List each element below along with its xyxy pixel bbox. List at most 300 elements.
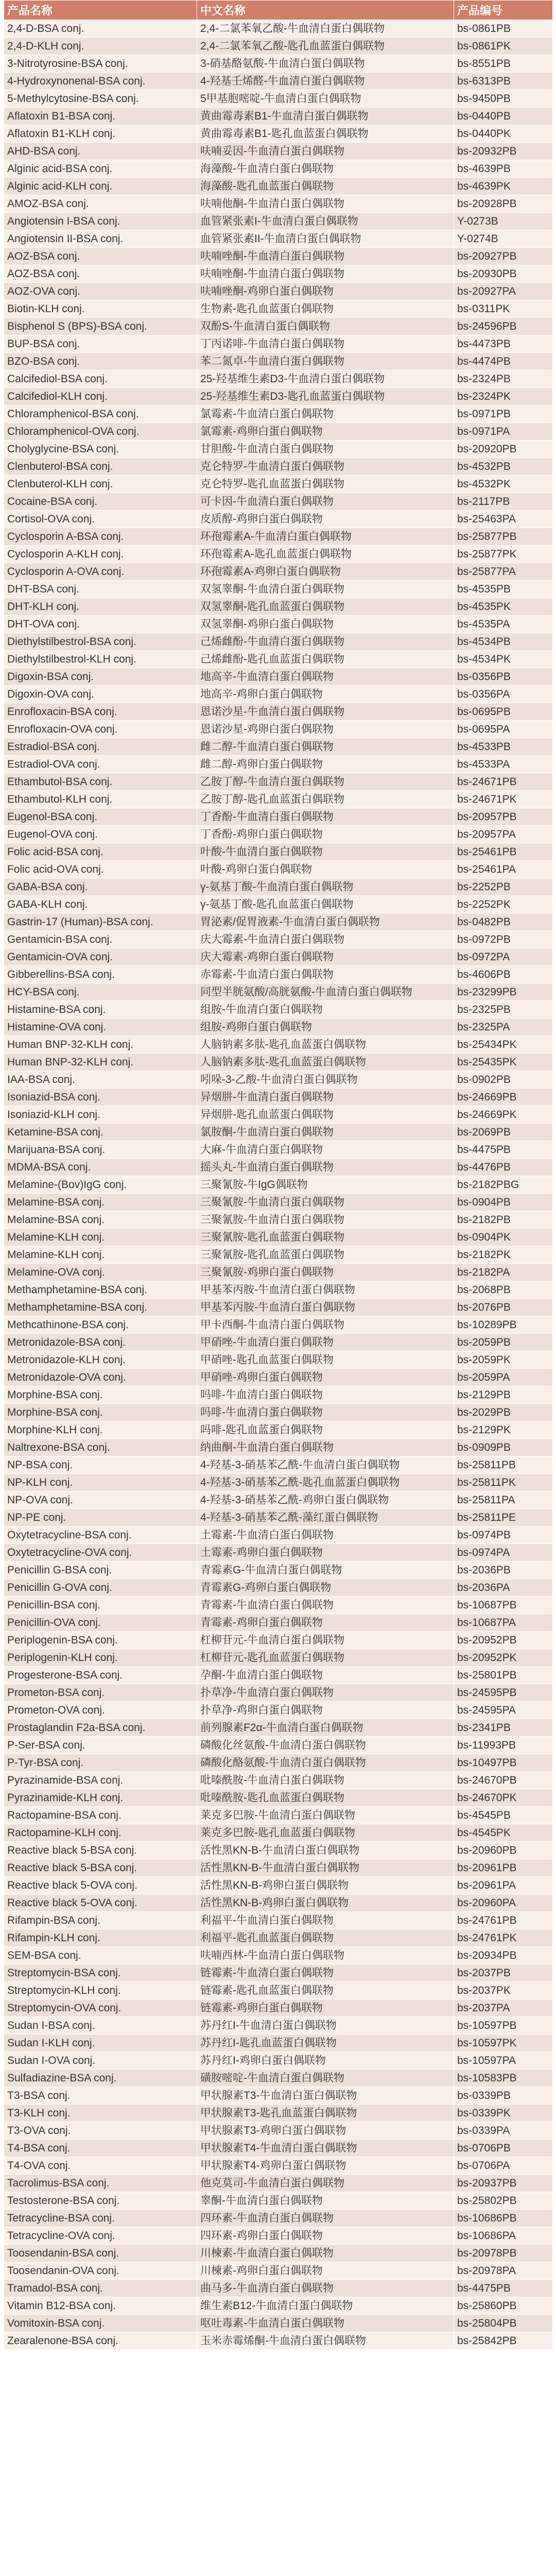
cell-product-code: bs-10583PB	[454, 2070, 553, 2087]
table-row	[4, 546, 553, 563]
cell-product-name: Angiotensin I-BSA conj.	[4, 213, 197, 230]
cell-chinese-name: 血管紧张素II-牛血清白蛋白偶联物	[197, 230, 454, 248]
cell-product-code: bs-0695PA	[454, 721, 553, 738]
cell-product-code: bs-20961PB	[454, 1859, 553, 1877]
table-row	[4, 1702, 553, 1719]
cell-chinese-name: 25-羟基维生素D3-牛血清白蛋白偶联物	[197, 370, 454, 388]
table-row	[4, 2052, 553, 2070]
cell-product-name: Melamine-KLH conj.	[4, 1229, 197, 1246]
cell-product-name: BZO-BSA conj.	[4, 353, 197, 370]
table-row	[4, 1019, 553, 1036]
table-row	[4, 1421, 553, 1439]
cell-chinese-name: 甲基苯丙胺-牛血清白蛋白偶联物	[197, 1281, 454, 1299]
cell-chinese-name: 呋喃西林-牛血清白蛋白偶联物	[197, 1947, 454, 1964]
cell-product-code: bs-10687PB	[454, 1597, 553, 1614]
cell-chinese-name: 地高辛-牛血清白蛋白偶联物	[197, 668, 454, 686]
cell-product-code: bs-0974PA	[454, 1544, 553, 1562]
cell-product-name: Histamine-BSA conj.	[4, 1001, 197, 1019]
cell-product-code: bs-10289PB	[454, 1316, 553, 1334]
table-row	[4, 563, 553, 581]
cell-chinese-name: 呕吐毒素-牛血清白蛋白偶联物	[197, 2315, 454, 2332]
cell-product-code: bs-2069PB	[454, 1124, 553, 1141]
cell-product-name: Reactive black 5-BSA conj.	[4, 1859, 197, 1877]
table-row	[4, 213, 553, 230]
cell-product-code: bs-0482PB	[454, 913, 553, 931]
cell-chinese-name: 丁香酚-鸡卵白蛋白偶联物	[197, 826, 454, 843]
table-row	[4, 248, 553, 265]
cell-product-code: bs-0904PB	[454, 1194, 553, 1211]
cell-chinese-name: 睾酮-牛血清白蛋白偶联物	[197, 2192, 454, 2210]
cell-chinese-name: 生物素-匙孔血蓝蛋白偶联物	[197, 300, 454, 318]
table-row	[4, 1369, 553, 1386]
table-row	[4, 1456, 553, 1474]
cell-chinese-name: 青霉素-牛血清白蛋白偶联物	[197, 1597, 454, 1614]
cell-product-code: bs-2325PB	[454, 1001, 553, 1019]
cell-chinese-name: 异烟肼-牛血清白蛋白偶联物	[197, 1089, 454, 1106]
table-row	[4, 703, 553, 721]
cell-chinese-name: 海藻酸-牛血清白蛋白偶联物	[197, 160, 454, 178]
cell-product-name: Penicillin G-BSA conj.	[4, 1562, 197, 1579]
cell-product-code: bs-4532PB	[454, 458, 553, 476]
table-row	[4, 931, 553, 948]
table-row	[4, 1929, 553, 1947]
cell-product-code: bs-2037PB	[454, 1964, 553, 1982]
table-row	[4, 1737, 553, 1754]
cell-product-name: Digoxin-BSA conj.	[4, 668, 197, 686]
cell-product-name: 2,4-D-KLH conj.	[4, 38, 197, 55]
cell-product-name: Cyclosporin A-BSA conj.	[4, 528, 197, 546]
cell-product-name: 5-Methylcytosine-BSA conj.	[4, 90, 197, 108]
table-row	[4, 335, 553, 353]
cell-product-code: bs-20928PB	[454, 195, 553, 213]
cell-product-code: bs-4545PK	[454, 1824, 553, 1842]
cell-product-name: Reactive black 5-OVA conj.	[4, 1894, 197, 1912]
cell-chinese-name: 莱克多巴胺-牛血清白蛋白偶联物	[197, 1807, 454, 1824]
table-row	[4, 826, 553, 843]
cell-chinese-name: 苏丹红I-鸡卵白蛋白偶联物	[197, 2052, 454, 2070]
cell-chinese-name: 甲状腺素T4-牛血清白蛋白偶联物	[197, 2140, 454, 2157]
table-row	[4, 1579, 553, 1597]
table-row	[4, 1632, 553, 1649]
cell-chinese-name: 青霉素-鸡卵白蛋白偶联物	[197, 1614, 454, 1632]
cell-product-name: Metronidazole-BSA conj.	[4, 1334, 197, 1351]
table-row	[4, 651, 553, 668]
header-chinese-name: 中文名称	[197, 1, 454, 20]
cell-product-name: Zearalenone-BSA conj.	[4, 2332, 197, 2350]
cell-product-name: BUP-BSA conj.	[4, 335, 197, 353]
cell-product-name: Tetracycline-BSA conj.	[4, 2210, 197, 2227]
cell-product-name: Chloramphenicol-OVA conj.	[4, 423, 197, 440]
cell-product-code: bs-0861PB	[454, 20, 553, 38]
cell-product-code: bs-4475PB	[454, 2280, 553, 2297]
cell-product-code: bs-0440PB	[454, 108, 553, 125]
cell-product-code: bs-2059PB	[454, 1334, 553, 1351]
cell-product-code: bs-10597PK	[454, 2035, 553, 2052]
cell-chinese-name: 利福平-牛血清白蛋白偶联物	[197, 1912, 454, 1929]
cell-chinese-name: 4-羟基-3-硝基苯乙酰-藻红蛋白偶联物	[197, 1509, 454, 1527]
cell-chinese-name: 25-羟基维生素D3-匙孔血蓝蛋白偶联物	[197, 388, 454, 405]
cell-product-code: bs-11993PB	[454, 1737, 553, 1754]
table-row	[4, 2210, 553, 2227]
cell-product-name: Cholyglycine-BSA conj.	[4, 440, 197, 458]
table-row	[4, 843, 553, 861]
table-row	[4, 581, 553, 598]
cell-product-name: Toosendanin-BSA conj.	[4, 2245, 197, 2262]
cell-product-code: bs-8551PB	[454, 55, 553, 73]
cell-product-name: Ethambutol-KLH conj.	[4, 791, 197, 808]
table-row	[4, 2315, 553, 2332]
cell-product-name: AOZ-BSA conj.	[4, 265, 197, 283]
cell-product-code: bs-25811PB	[454, 1456, 553, 1474]
cell-product-name: AHD-BSA conj.	[4, 143, 197, 160]
cell-chinese-name: 活性黑KN-B-鸡卵白蛋白偶联物	[197, 1894, 454, 1912]
cell-chinese-name: 川楝素-鸡卵白蛋白偶联物	[197, 2262, 454, 2280]
cell-chinese-name: 呋喃妥因-牛血清白蛋白偶联物	[197, 143, 454, 160]
cell-product-code: bs-2117PB	[454, 493, 553, 511]
header-row	[4, 1, 553, 20]
table-row	[4, 2140, 553, 2157]
cell-chinese-name: 三聚氰胺-牛IgG偶联物	[197, 1176, 454, 1194]
table-row	[4, 878, 553, 896]
cell-chinese-name: 血管紧张素I-牛血清白蛋白偶联物	[197, 213, 454, 230]
table-row	[4, 1684, 553, 1702]
table-row	[4, 125, 553, 143]
table-row	[4, 686, 553, 703]
cell-chinese-name: 地高辛-鸡卵白蛋白偶联物	[197, 686, 454, 703]
cell-chinese-name: 四环素-鸡卵白蛋白偶联物	[197, 2227, 454, 2245]
cell-product-name: Periplogenin-KLH conj.	[4, 1649, 197, 1667]
table-header	[4, 1, 553, 20]
cell-product-name: Rifampin-BSA conj.	[4, 1912, 197, 1929]
cell-product-code: bs-4535PK	[454, 598, 553, 616]
cell-chinese-name: 3-硝基酪氨酸-牛血清白蛋白偶联物	[197, 55, 454, 73]
cell-chinese-name: 2,4-二氯苯氧乙酸-匙孔血蓝蛋白偶联物	[197, 38, 454, 55]
cell-chinese-name: 杠柳苷元-牛血清白蛋白偶联物	[197, 1632, 454, 1649]
table-row	[4, 721, 553, 738]
table-body	[4, 20, 553, 2350]
cell-chinese-name: 呋喃他酮-牛血清白蛋白偶联物	[197, 195, 454, 213]
cell-chinese-name: 丁香酚-牛血清白蛋白偶联物	[197, 808, 454, 826]
table-row	[4, 1229, 553, 1246]
table-row	[4, 1754, 553, 1772]
cell-product-code: bs-10686PA	[454, 2227, 553, 2245]
cell-product-name: Methamphetamine-BSA conj.	[4, 1299, 197, 1316]
cell-product-name: Ractopamine-BSA conj.	[4, 1807, 197, 1824]
table-row	[4, 370, 553, 388]
cell-product-name: Enrofloxacin-OVA conj.	[4, 721, 197, 738]
cell-product-code: bs-2076PB	[454, 1299, 553, 1316]
cell-chinese-name: 链霉素-鸡卵白蛋白偶联物	[197, 1999, 454, 2017]
cell-product-name: Chloramphenicol-BSA conj.	[4, 405, 197, 423]
cell-product-code: bs-2182PBG	[454, 1176, 553, 1194]
cell-product-code: bs-25434PK	[454, 1036, 553, 1054]
cell-product-name: Aflatoxin B1-KLH conj.	[4, 125, 197, 143]
cell-chinese-name: 4-羟基-3-硝基苯乙酰-牛血清白蛋白偶联物	[197, 1456, 454, 1474]
table-row	[4, 1982, 553, 1999]
cell-product-code: bs-0706PA	[454, 2157, 553, 2175]
cell-product-code: bs-2324PB	[454, 370, 553, 388]
cell-product-name: Penicillin-OVA conj.	[4, 1614, 197, 1632]
cell-chinese-name: 人脑钠素多肽-匙孔血蓝蛋白偶联物	[197, 1036, 454, 1054]
cell-chinese-name: 土霉素-牛血清白蛋白偶联物	[197, 1527, 454, 1544]
table-row	[4, 1527, 553, 1544]
cell-product-name: Human BNP-32-KLH conj.	[4, 1054, 197, 1071]
cell-chinese-name: 呋喃唑酮-牛血清白蛋白偶联物	[197, 248, 454, 265]
cell-product-code: bs-6313PB	[454, 73, 553, 90]
cell-chinese-name: 大麻-牛血清白蛋白偶联物	[197, 1141, 454, 1159]
table-row	[4, 896, 553, 913]
cell-chinese-name: 甲硝唑-牛血清白蛋白偶联物	[197, 1334, 454, 1351]
cell-product-code: bs-2036PA	[454, 1579, 553, 1597]
cell-product-code: bs-20934PB	[454, 1947, 553, 1964]
cell-product-name: Alginic acid-BSA conj.	[4, 160, 197, 178]
cell-product-name: P-Ser-BSA conj.	[4, 1737, 197, 1754]
table-row	[4, 1964, 553, 1982]
cell-product-code: bs-20957PB	[454, 808, 553, 826]
cell-chinese-name: 组胺-鸡卵白蛋白偶联物	[197, 1019, 454, 1036]
table-row	[4, 1859, 553, 1877]
cell-product-name: NP-KLH conj.	[4, 1474, 197, 1492]
cell-product-name: Tetracycline-OVA conj.	[4, 2227, 197, 2245]
cell-product-name: Vitamin B12-BSA conj.	[4, 2297, 197, 2315]
table-row	[4, 738, 553, 756]
cell-chinese-name: 恩诺沙星-牛血清白蛋白偶联物	[197, 703, 454, 721]
cell-chinese-name: 甘胆酸-牛血清白蛋白偶联物	[197, 440, 454, 458]
table-row	[4, 1667, 553, 1684]
cell-chinese-name: 呋喃唑酮-鸡卵白蛋白偶联物	[197, 283, 454, 300]
cell-chinese-name: 5甲基胞嘧啶-牛血清白蛋白偶联物	[197, 90, 454, 108]
cell-product-name: MDMA-BSA conj.	[4, 1159, 197, 1176]
cell-product-code: bs-25435PK	[454, 1054, 553, 1071]
cell-chinese-name: 4-羟基壬烯醛-牛血清白蛋白偶联物	[197, 73, 454, 90]
table-row	[4, 808, 553, 826]
cell-product-code: bs-25877PB	[454, 528, 553, 546]
cell-product-name: T4-OVA conj.	[4, 2157, 197, 2175]
cell-product-code: bs-25463PA	[454, 511, 553, 528]
table-row	[4, 756, 553, 773]
cell-product-code: bs-2059PK	[454, 1351, 553, 1369]
cell-product-code: bs-25811PK	[454, 1474, 553, 1492]
table-row	[4, 2245, 553, 2262]
cell-product-name: Pyrazinamide-BSA conj.	[4, 1772, 197, 1789]
cell-product-name: Ethambutol-BSA conj.	[4, 773, 197, 791]
table-row	[4, 2105, 553, 2122]
cell-product-code: bs-25842PB	[454, 2332, 553, 2350]
cell-chinese-name: 甲硝唑-匙孔血蓝蛋白偶联物	[197, 1351, 454, 1369]
cell-product-code: bs-20927PA	[454, 283, 553, 300]
table-row	[4, 73, 553, 90]
cell-chinese-name: 甲状腺素T3-鸡卵白蛋白偶联物	[197, 2122, 454, 2140]
cell-chinese-name: 双氢睾酮-鸡卵白蛋白偶联物	[197, 616, 454, 633]
cell-product-name: Rifampin-KLH conj.	[4, 1929, 197, 1947]
table-row	[4, 1807, 553, 1824]
cell-product-name: Cyclosporin A-OVA conj.	[4, 563, 197, 581]
cell-product-name: Digoxin-OVA conj.	[4, 686, 197, 703]
cell-chinese-name: 甲硝唑-鸡卵白蛋白偶联物	[197, 1369, 454, 1386]
cell-chinese-name: 三聚氰胺-牛血清白蛋白偶联物	[197, 1211, 454, 1229]
cell-product-code: bs-4545PB	[454, 1807, 553, 1824]
cell-product-code: bs-24669PK	[454, 1106, 553, 1124]
table-row	[4, 1789, 553, 1807]
cell-chinese-name: 环孢霉素A-匙孔血蓝蛋白偶联物	[197, 546, 454, 563]
table-row	[4, 2070, 553, 2087]
cell-chinese-name: 氯霉素-牛血清白蛋白偶联物	[197, 405, 454, 423]
cell-product-code: bs-10597PB	[454, 2017, 553, 2035]
cell-product-code: bs-20937PB	[454, 2175, 553, 2192]
cell-chinese-name: 同型半胱氨酸/高胱氨酸-牛血清白蛋白偶联物	[197, 984, 454, 1001]
table-row	[4, 1597, 553, 1614]
cell-product-code: bs-2252PK	[454, 896, 553, 913]
cell-product-code: bs-2036PB	[454, 1562, 553, 1579]
cell-product-name: Folic acid-BSA conj.	[4, 843, 197, 861]
table-row	[4, 966, 553, 984]
cell-product-code: bs-0311PK	[454, 300, 553, 318]
cell-product-name: HCY-BSA conj.	[4, 984, 197, 1001]
cell-chinese-name: 三聚氰胺-鸡卵白蛋白偶联物	[197, 1264, 454, 1281]
table-row	[4, 55, 553, 73]
cell-product-code: bs-20952PK	[454, 1649, 553, 1667]
cell-product-name: Sudan I-BSA conj.	[4, 2017, 197, 2035]
cell-product-code: bs-10686PB	[454, 2210, 553, 2227]
cell-product-name: Oxytetracycline-OVA conj.	[4, 1544, 197, 1562]
cell-product-code: bs-0861PK	[454, 38, 553, 55]
cell-chinese-name: 海藻酸-匙孔血蓝蛋白偶联物	[197, 178, 454, 195]
cell-product-name: Prometon-OVA conj.	[4, 1702, 197, 1719]
cell-product-name: Morphine-KLH conj.	[4, 1421, 197, 1439]
cell-chinese-name: γ-氨基丁酸-匙孔血蓝蛋白偶联物	[197, 896, 454, 913]
cell-product-code: bs-4474PB	[454, 353, 553, 370]
cell-chinese-name: 叶酸-鸡卵白蛋白偶联物	[197, 861, 454, 878]
cell-product-code: bs-24670PK	[454, 1789, 553, 1807]
cell-product-name: Clenbuterol-BSA conj.	[4, 458, 197, 476]
table-row	[4, 1386, 553, 1404]
cell-product-name: Gibberellins-BSA conj.	[4, 966, 197, 984]
table-row	[4, 476, 553, 493]
cell-product-code: bs-24669PB	[454, 1089, 553, 1106]
cell-product-code: bs-20978PB	[454, 2245, 553, 2262]
cell-product-code: bs-2182PB	[454, 1211, 553, 1229]
table-row	[4, 1176, 553, 1194]
table-row	[4, 948, 553, 966]
cell-product-code: bs-20961PA	[454, 1877, 553, 1894]
cell-product-name: Metronidazole-KLH conj.	[4, 1351, 197, 1369]
cell-product-code: bs-20978PA	[454, 2262, 553, 2280]
cell-product-code: bs-20957PA	[454, 826, 553, 843]
cell-chinese-name: 甲基苯丙胺-牛血清白蛋白偶联物	[197, 1299, 454, 1316]
cell-product-name: Diethylstilbestrol-KLH conj.	[4, 651, 197, 668]
cell-chinese-name: 磺胺嘧啶-牛血清白蛋白偶联物	[197, 2070, 454, 2087]
cell-product-code: bs-0974PB	[454, 1527, 553, 1544]
cell-product-name: Tramadol-BSA conj.	[4, 2280, 197, 2297]
cell-product-code: bs-24761PK	[454, 1929, 553, 1947]
cell-chinese-name: 川楝素-牛血清白蛋白偶联物	[197, 2245, 454, 2262]
table-row	[4, 1334, 553, 1351]
cell-product-name: Sudan I-OVA conj.	[4, 2052, 197, 2070]
cell-product-name: Cocaine-BSA conj.	[4, 493, 197, 511]
cell-chinese-name: 利福平-匙孔血蓝蛋白偶联物	[197, 1929, 454, 1947]
cell-product-name: Alginic acid-KLH conj.	[4, 178, 197, 195]
cell-product-name: Morphine-BSA conj.	[4, 1386, 197, 1404]
cell-product-name: Morphine-BSA conj.	[4, 1404, 197, 1421]
cell-product-name: Streptomycin-KLH conj.	[4, 1982, 197, 1999]
table-row	[4, 1211, 553, 1229]
cell-product-name: DHT-BSA conj.	[4, 581, 197, 598]
cell-chinese-name: 玉米赤霉烯酮-牛血清白蛋白偶联物	[197, 2332, 454, 2350]
cell-product-name: Gentamicin-BSA conj.	[4, 931, 197, 948]
cell-product-code: bs-10497PB	[454, 1754, 553, 1772]
table-row	[4, 984, 553, 1001]
cell-product-name: Gentamicin-OVA conj.	[4, 948, 197, 966]
cell-chinese-name: 组胺-牛血清白蛋白偶联物	[197, 1001, 454, 1019]
cell-product-name: Testosterone-BSA conj.	[4, 2192, 197, 2210]
cell-chinese-name: 苏丹红I-匙孔血蓝蛋白偶联物	[197, 2035, 454, 2052]
cell-product-name: Reactive black 5-OVA conj.	[4, 1877, 197, 1894]
cell-product-name: Naltrexone-BSA conj.	[4, 1439, 197, 1456]
cell-product-code: bs-2029PB	[454, 1404, 553, 1421]
cell-product-name: 2,4-D-BSA conj.	[4, 20, 197, 38]
cell-chinese-name: 雌二醇-牛血清白蛋白偶联物	[197, 738, 454, 756]
cell-product-code: bs-20932PB	[454, 143, 553, 160]
cell-product-code: bs-0440PK	[454, 125, 553, 143]
table-row	[4, 1474, 553, 1492]
table-row	[4, 178, 553, 195]
table-row	[4, 1001, 553, 1019]
table-row	[4, 1649, 553, 1667]
cell-product-name: Gastrin-17 (Human)-BSA conj.	[4, 913, 197, 931]
cell-chinese-name: 扑草净-鸡卵白蛋白偶联物	[197, 1702, 454, 1719]
cell-chinese-name: 纳曲酮-牛血清白蛋白偶联物	[197, 1439, 454, 1456]
cell-product-name: Pyrazinamide-KLH conj.	[4, 1789, 197, 1807]
cell-product-code: bs-4639PK	[454, 178, 553, 195]
table-row	[4, 633, 553, 651]
cell-chinese-name: 活性黑KN-B-牛血清白蛋白偶联物	[197, 1859, 454, 1877]
cell-product-code: bs-24761PB	[454, 1912, 553, 1929]
table-row	[4, 1947, 553, 1964]
cell-chinese-name: 莱克多巴胺-匙孔血蓝蛋白偶联物	[197, 1824, 454, 1842]
table-row	[4, 20, 553, 38]
cell-product-name: Biotin-KLH conj.	[4, 300, 197, 318]
table-row	[4, 1824, 553, 1842]
cell-chinese-name: 呋喃唑酮-牛血清白蛋白偶联物	[197, 265, 454, 283]
cell-product-name: Cortisol-OVA conj.	[4, 511, 197, 528]
header-product-code: 产品编号	[454, 1, 553, 20]
cell-product-name: Calcifediol-BSA conj.	[4, 370, 197, 388]
table-row	[4, 2227, 553, 2245]
table-row	[4, 300, 553, 318]
cell-chinese-name: 乙胺丁醇-匙孔血蓝蛋白偶联物	[197, 791, 454, 808]
cell-product-name: Eugenol-OVA conj.	[4, 826, 197, 843]
cell-product-name: Marijuana-BSA conj.	[4, 1141, 197, 1159]
cell-chinese-name: 甲卡西酮-牛血清白蛋白偶联物	[197, 1316, 454, 1334]
table-row	[4, 230, 553, 248]
cell-chinese-name: 磷酸化丝氨酸-牛血清白蛋白偶联物	[197, 1737, 454, 1754]
cell-product-name: Prostaglandin F2a-BSA conj.	[4, 1719, 197, 1737]
table-row	[4, 1894, 553, 1912]
cell-product-code: bs-10687PA	[454, 1614, 553, 1632]
cell-chinese-name: 可卡因-牛血清白蛋白偶联物	[197, 493, 454, 511]
table-row	[4, 1562, 553, 1579]
cell-product-name: Oxytetracycline-BSA conj.	[4, 1527, 197, 1544]
cell-chinese-name: 吗啡-牛血清白蛋白偶联物	[197, 1404, 454, 1421]
table-row	[4, 38, 553, 55]
cell-chinese-name: 双酚S-牛血清白蛋白偶联物	[197, 318, 454, 335]
cell-product-name: Isoniazid-BSA conj.	[4, 1089, 197, 1106]
table-row	[4, 773, 553, 791]
table-row	[4, 1316, 553, 1334]
table-row	[4, 1719, 553, 1737]
table-row	[4, 1036, 553, 1054]
cell-product-code: bs-0695PB	[454, 703, 553, 721]
